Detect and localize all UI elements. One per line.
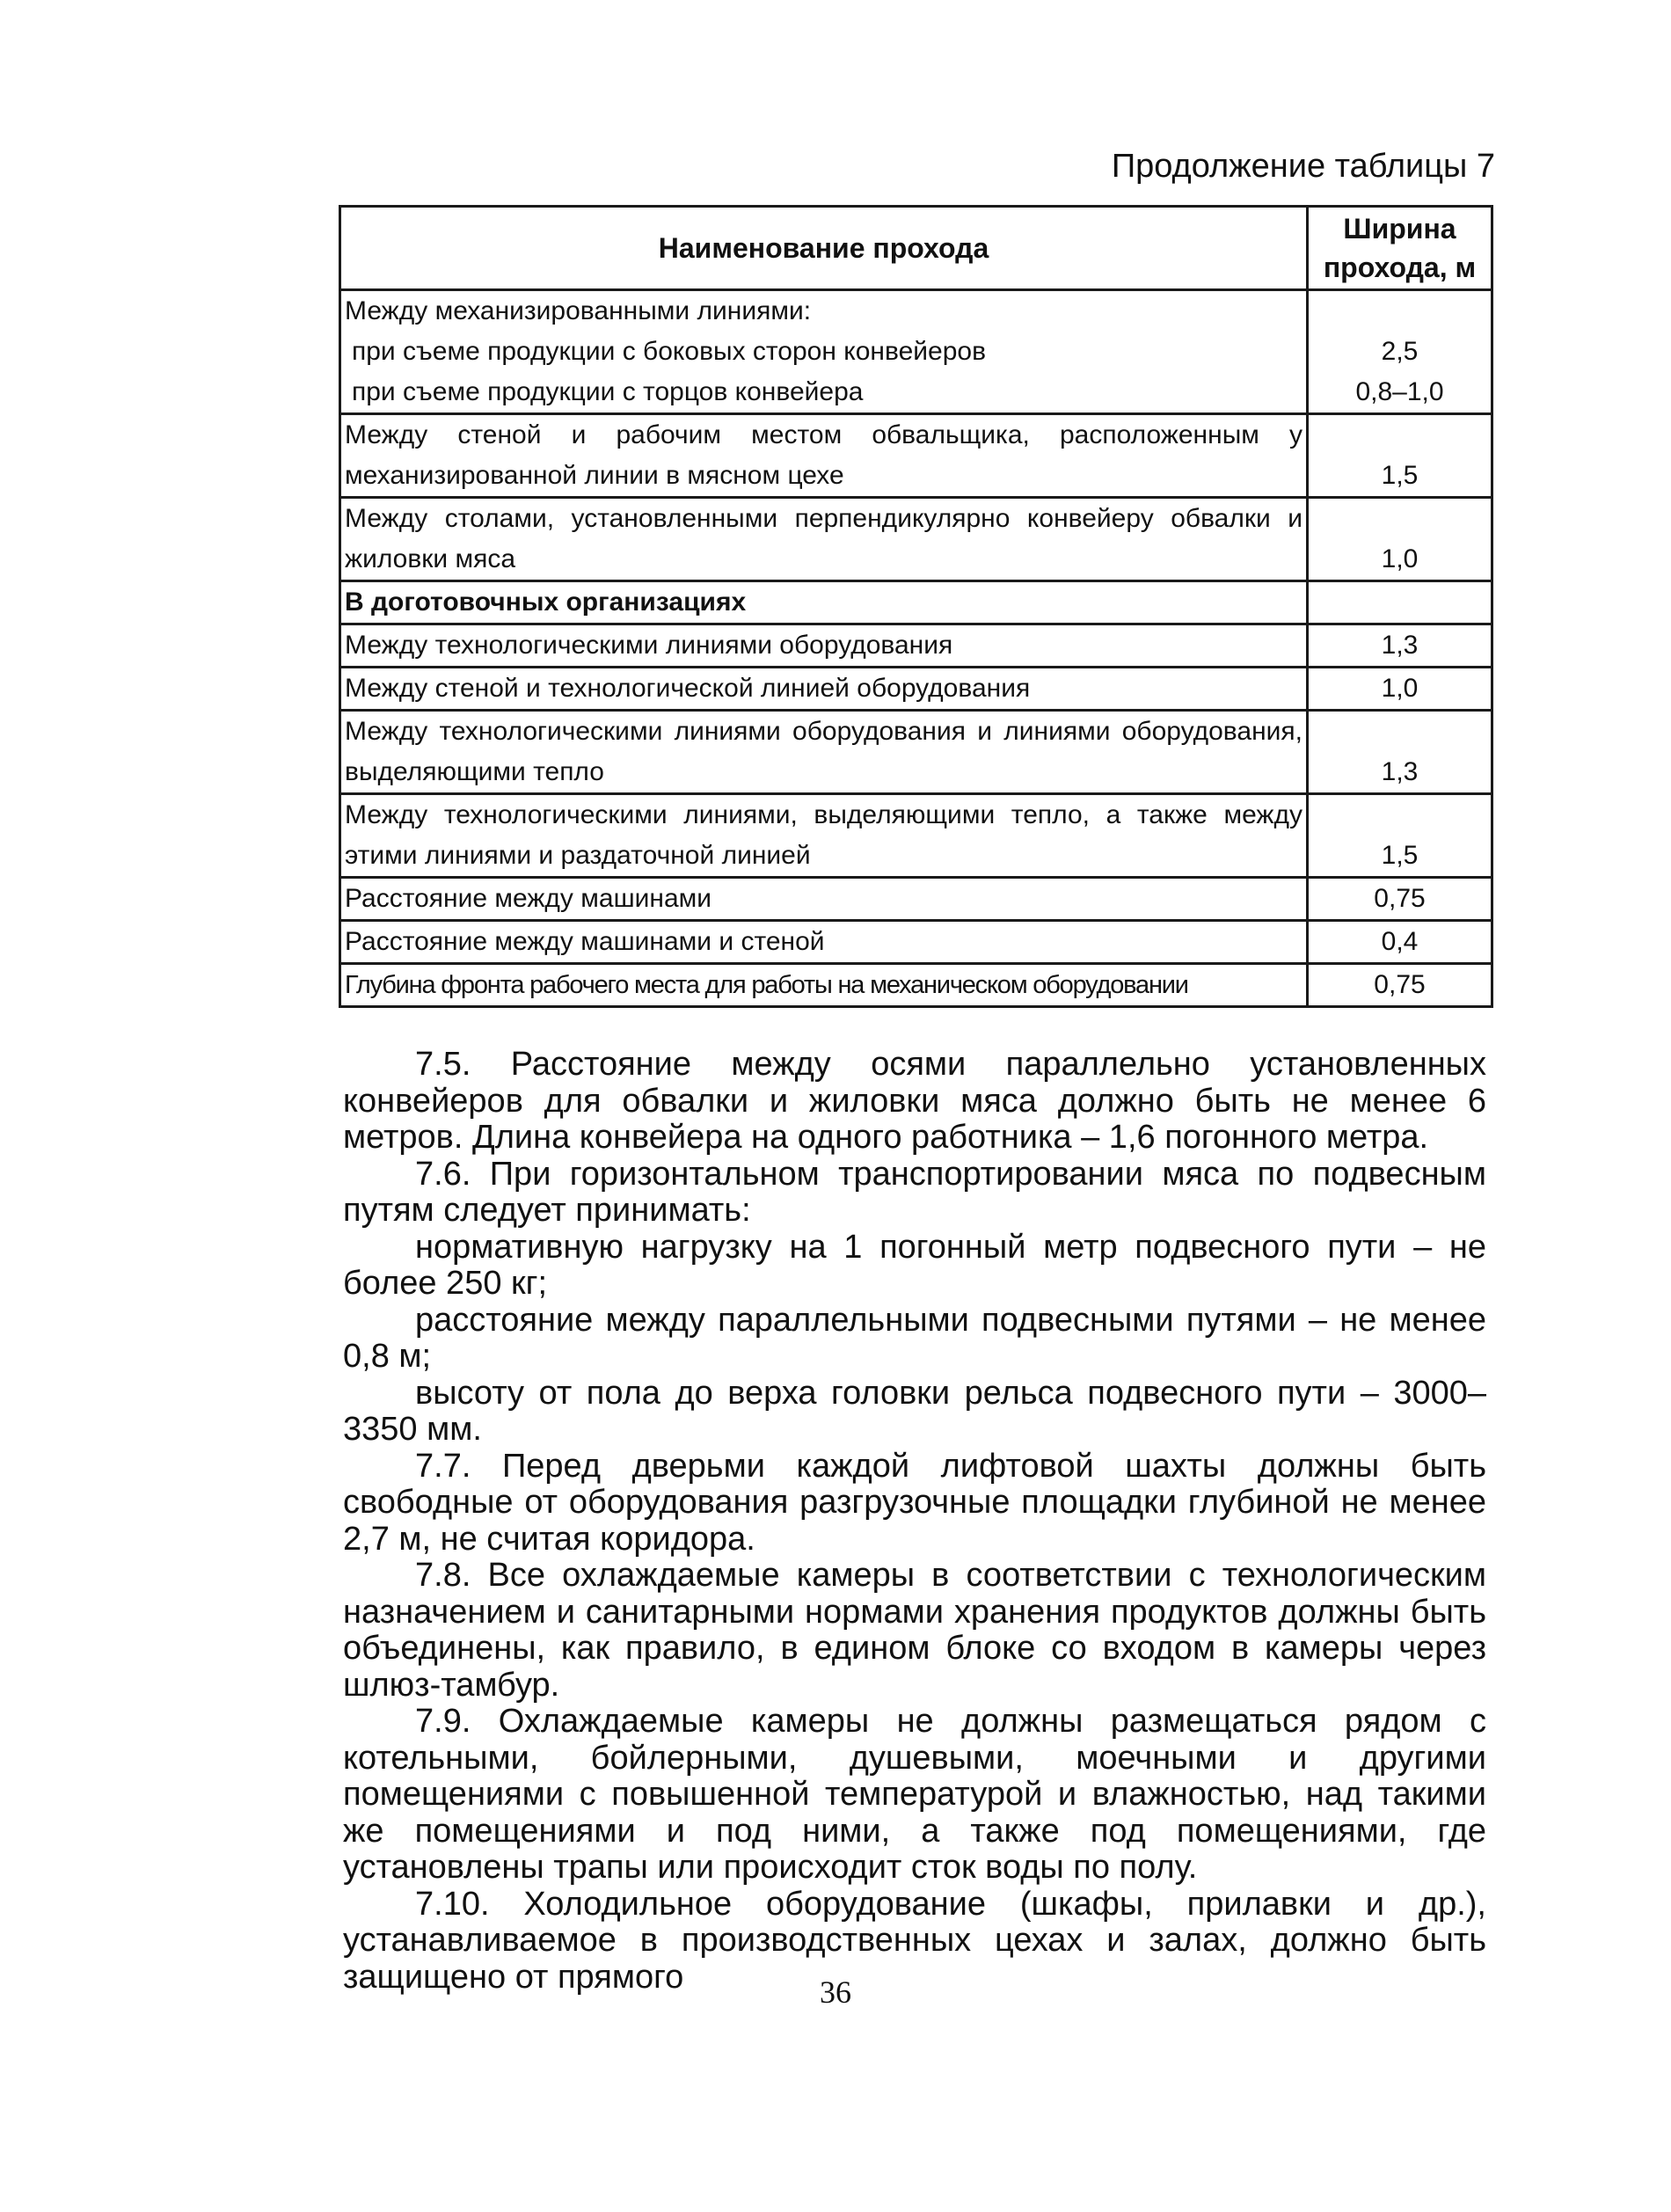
row-name: Расстояние между машинами [340,878,1308,921]
row-value: 0,8–1,0 [1308,372,1492,414]
paragraph-7-8: 7.8. Все охлаждаемые камеры в соответствии с технологическим назначением и санитарными нормами хранения продуктов должны быть объединены, как правило, в едином блоке со входом в камеры через шлюз-тамбур. [343,1557,1486,1704]
paragraph-7-6-item: высоту от пола до верха головки рельса подвесного пути – 3000–3350 мм. [343,1374,1486,1448]
row-value [1308,290,1492,332]
row-value [1308,581,1492,624]
header-width [1308,207,1492,290]
paragraph-7-7: 7.7. Перед дверьми каждой лифтовой шахты должны быть свободные от оборудования разгрузочные площадки глубиной не менее 2,7 м, не считая коридора. [343,1447,1486,1558]
row-value: 2,5 [1308,332,1492,372]
table-section-row [340,581,1492,624]
row-name: Между столами, установленными перпендикулярно конвейеру обвалки и жиловки мяса [340,498,1308,581]
row-name: Между стеной и рабочим местом обвальщика, расположенным у механизированной линии в мясном цехе [340,414,1308,498]
table-row [340,414,1492,498]
table-row [340,332,1492,372]
body-text [343,1047,1486,1996]
header-name: Наименование прохода [340,207,1308,290]
paragraph-7-6-item: расстояние между параллельными подвесными путями – не менее 0,8 м; [343,1301,1486,1375]
row-value: 0,4 [1308,921,1492,964]
section-heading: В доготовочных организациях [340,581,1308,624]
row-value: 1,3 [1308,711,1492,794]
table-row [340,668,1492,711]
table-row [340,711,1492,794]
row-name: Между механизированными линиями: [340,290,1308,332]
row-value: 1,5 [1308,794,1492,878]
header-width-line2: прохода, м [1323,252,1477,283]
table-row [340,878,1492,921]
paragraph-7-6-item: нормативную нагрузку на 1 погонный метр подвесного пути – не более 250 кг; [343,1228,1486,1302]
row-name: при съеме продукции с торцов конвейера [340,372,1308,414]
table-row [340,794,1492,878]
header-width-line1: Ширина [1343,213,1456,245]
row-value: 1,3 [1308,624,1492,668]
row-value: 0,75 [1308,964,1492,1007]
table-row [340,372,1492,414]
table-header-row [340,207,1492,290]
row-name: Глубина фронта рабочего места для работы на механическом оборудовании [340,964,1308,1007]
paragraph-7-10: 7.10. Холодильное оборудование (шкафы, прилавки и др.), устанавливаемое в производственных цехах и залах, должно быть защищено от прямого [343,1885,1486,1996]
page-number: 36 [820,1975,851,2010]
row-value: 0,75 [1308,878,1492,921]
passage-width-table [339,205,1493,1008]
row-name: при съеме продукции с боковых сторон конвейеров [340,332,1308,372]
row-name: Между технологическими линиями оборудования [340,624,1308,668]
table-row [340,624,1492,668]
row-name: Между стеной и технологической линией оборудования [340,668,1308,711]
paragraph-7-5: 7.5. Расстояние между осями параллельно установленных конвейеров для обвалки и жиловки мяса должно быть не менее 6 метров. Длина конвейера на одного работника – 1,6 погонного метра. [343,1046,1486,1156]
paragraph-7-6: 7.6. При горизонтальном транспортировании мяса по подвесным путям следует принимать: [343,1155,1486,1229]
row-value: 1,5 [1308,414,1492,498]
row-name: Между технологическими линиями оборудования и линиями оборудования, выделяющими тепло [340,711,1308,794]
paragraph-7-9: 7.9. Охлаждаемые камеры не должны размещаться рядом с котельными, бойлерными, душевыми, моечными и другими помещениями с повышенной температурой и влажностью, над такими же помещениями и под ними, а также под помещениями, где установлены трапы или происходит сток воды по полу. [343,1703,1486,1886]
table-row [340,290,1492,332]
row-value: 1,0 [1308,668,1492,711]
row-name: Расстояние между машинами и стеной [340,921,1308,964]
row-value: 1,0 [1308,498,1492,581]
row-name: Между технологическими линиями, выделяющими тепло, а также между этими линиями и раздаточной линией [340,794,1308,878]
table-row [340,964,1492,1007]
table-row [340,498,1492,581]
table-row [340,921,1492,964]
table-caption: Продолжение таблицы 7 [1111,148,1495,185]
